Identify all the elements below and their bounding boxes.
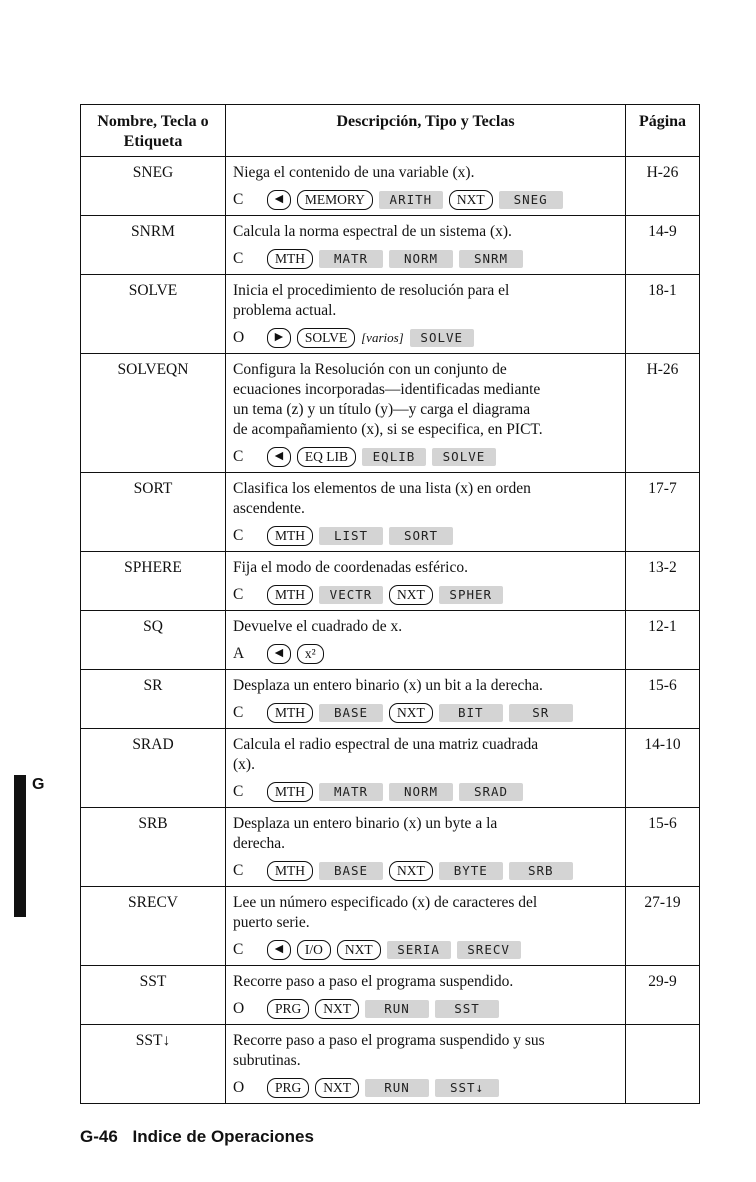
description-line: Desplaza un entero binario (x) un bit a la derecha. [233,677,543,694]
menu-label: SRB [509,862,573,880]
description-line: Recorre paso a paso el programa suspendido. [233,973,514,990]
description-line: Desplaza un entero binario (x) un byte a la [233,815,498,832]
calculator-key: NXT [389,585,433,605]
description-line: Lee un número especificado (x) de caracteres del [233,894,538,911]
table-row [81,729,700,808]
operation-name: SRECV [81,887,226,966]
operation-description-cell [226,808,626,887]
menu-label: SNEG [499,191,563,209]
page-reference: 12-1 [626,611,700,670]
operation-type: C [233,586,244,603]
description-line: de acompañamiento (x), si se especifica, en PICT. [233,421,543,438]
menu-label: LIST [319,527,383,545]
page-reference: H-26 [626,157,700,216]
menu-label: BIT [439,704,503,722]
operation-name: SOLVEQN [81,354,226,473]
calculator-key: MTH [267,526,313,546]
menu-label: RUN [365,1000,429,1018]
operation-description-cell [226,1025,626,1104]
calculator-key: MTH [267,861,313,881]
keystroke-sequence [233,999,618,1019]
page-reference: 17-7 [626,473,700,552]
calculator-key: MTH [267,703,313,723]
operation-name: SST [81,966,226,1025]
calculator-key: EQ LIB [297,447,356,467]
operation-description-cell [226,473,626,552]
calculator-key: NXT [315,999,359,1019]
operation-type: C [233,250,244,267]
operation-name: SORT [81,473,226,552]
page-reference: 15-6 [626,808,700,887]
description-line: ascendente. [233,500,305,517]
operation-description-cell [226,729,626,808]
operation-type: C [233,448,244,465]
description-line: puerto serie. [233,914,310,931]
table-row [81,216,700,275]
page-reference [626,1025,700,1104]
description-line: derecha. [233,835,286,852]
operation-type: C [233,783,244,800]
operation-description-cell [226,552,626,611]
menu-label: VECTR [319,586,383,604]
table-row [81,354,700,473]
table-row [81,887,700,966]
description-line: Niega el contenido de una variable (x). [233,164,475,181]
operation-type: C [233,862,244,879]
footer-title: Indice de Operaciones [132,1127,314,1146]
keystroke-sequence [233,1078,618,1098]
menu-label: SRECV [457,941,521,959]
calculator-key: PRG [267,999,309,1019]
description-line: subrutinas. [233,1052,301,1069]
calculator-key: MEMORY [297,190,373,210]
menu-label: NORM [389,250,453,268]
operation-type: O [233,329,245,346]
menu-label: ARITH [379,191,443,209]
menu-label: NORM [389,783,453,801]
keystroke-sequence [233,940,618,960]
operation-description-cell [226,887,626,966]
table-row [81,1025,700,1104]
table-header-row [81,105,700,157]
varios-note: [varios] [361,330,404,345]
operation-name: SNRM [81,216,226,275]
menu-label: SOLVE [432,448,496,466]
keystroke-sequence [233,782,618,802]
page-footer [80,1127,314,1147]
description-line: problema actual. [233,302,337,319]
operation-type: O [233,1000,245,1017]
description-line: (x). [233,756,255,773]
operation-name: SST↓ [81,1025,226,1104]
page-reference: 13-2 [626,552,700,611]
menu-label: SNRM [459,250,523,268]
left-shift-key-icon: ◄ [267,447,291,467]
operation-description-cell [226,157,626,216]
menu-label: SRAD [459,783,523,801]
calculator-key: SOLVE [297,328,355,348]
page-reference: 27-19 [626,887,700,966]
keystroke-sequence [233,861,618,881]
column-header-name: Nombre, Tecla o Etiqueta [81,105,226,157]
keystroke-sequence [233,328,618,348]
description-line: Configura la Resolución con un conjunto de [233,361,507,378]
right-shift-key-icon: ► [267,328,291,348]
keystroke-sequence [233,249,618,269]
calculator-key: x² [297,644,324,664]
description-line: Calcula la norma espectral de un sistema (x). [233,223,512,240]
menu-label: RUN [365,1079,429,1097]
left-shift-key-icon: ◄ [267,940,291,960]
calculator-key: NXT [449,190,493,210]
table-row [81,611,700,670]
page-reference: 14-10 [626,729,700,808]
footer-page-number: G-46 [80,1127,118,1146]
description-line: Devuelve el cuadrado de x. [233,618,403,635]
operation-name: SR [81,670,226,729]
operation-type: C [233,191,244,208]
table-row [81,670,700,729]
calculator-key: MTH [267,585,313,605]
calculator-key: I/O [297,940,331,960]
menu-label: SST↓ [435,1079,499,1097]
operation-description-cell [226,275,626,354]
keystroke-sequence [233,585,618,605]
operation-description-cell [226,611,626,670]
keystroke-sequence [233,190,618,210]
page-reference: 29-9 [626,966,700,1025]
menu-label: SOLVE [410,329,474,347]
table-row [81,157,700,216]
operation-type: C [233,704,244,721]
calculator-key: NXT [389,861,433,881]
calculator-key: NXT [389,703,433,723]
description-line: Inicia el procedimiento de resolución para el [233,282,510,299]
menu-label: SERIA [387,941,451,959]
menu-label: SORT [389,527,453,545]
menu-label: BYTE [439,862,503,880]
operation-name: SRB [81,808,226,887]
page-reference: 15-6 [626,670,700,729]
page-reference: 18-1 [626,275,700,354]
calculator-key: MTH [267,249,313,269]
description-line: un tema (z) y un título (y)—y carga el diagrama [233,401,531,418]
operation-name: SNEG [81,157,226,216]
keystroke-sequence [233,703,618,723]
description-line: Fija el modo de coordenadas esférico. [233,559,468,576]
operation-name: SRAD [81,729,226,808]
table-row [81,552,700,611]
calculator-key: NXT [315,1078,359,1098]
operation-name: SOLVE [81,275,226,354]
calculator-key: MTH [267,782,313,802]
left-shift-key-icon: ◄ [267,190,291,210]
description-line: ecuaciones incorporadas—identificadas mediante [233,381,541,398]
operation-description-cell [226,670,626,729]
operation-description-cell [226,216,626,275]
section-tab-letter: G [32,776,45,793]
menu-label: EQLIB [362,448,426,466]
table-row [81,808,700,887]
section-tab-bar [14,775,26,917]
menu-label: SR [509,704,573,722]
operation-description-cell [226,966,626,1025]
left-shift-key-icon: ◄ [267,644,291,664]
table-body [81,157,700,1104]
operation-type: A [233,645,245,662]
menu-label: SPHER [439,586,503,604]
table-row [81,275,700,354]
column-header-page: Página [626,105,700,157]
operation-type: O [233,1079,245,1096]
operation-description-cell [226,354,626,473]
page-reference: 14-9 [626,216,700,275]
page-reference: H-26 [626,354,700,473]
column-header-description: Descripción, Tipo y Teclas [226,105,626,157]
description-line: Calcula el radio espectral de una matriz cuadrada [233,736,539,753]
keystroke-sequence [233,526,618,546]
calculator-key: NXT [337,940,381,960]
description-line: Recorre paso a paso el programa suspendido y sus [233,1032,545,1049]
menu-label: SST [435,1000,499,1018]
operation-type: C [233,527,244,544]
description-line: Clasifica los elementos de una lista (x) en orden [233,480,531,497]
table-row [81,966,700,1025]
keystroke-sequence [233,644,618,664]
operations-table [80,104,700,1104]
menu-label: BASE [319,862,383,880]
table-row [81,473,700,552]
calculator-key: PRG [267,1078,309,1098]
menu-label: MATR [319,250,383,268]
operation-name: SQ [81,611,226,670]
menu-label: BASE [319,704,383,722]
keystroke-sequence [233,447,618,467]
menu-label: MATR [319,783,383,801]
operation-name: SPHERE [81,552,226,611]
operation-type: C [233,941,244,958]
